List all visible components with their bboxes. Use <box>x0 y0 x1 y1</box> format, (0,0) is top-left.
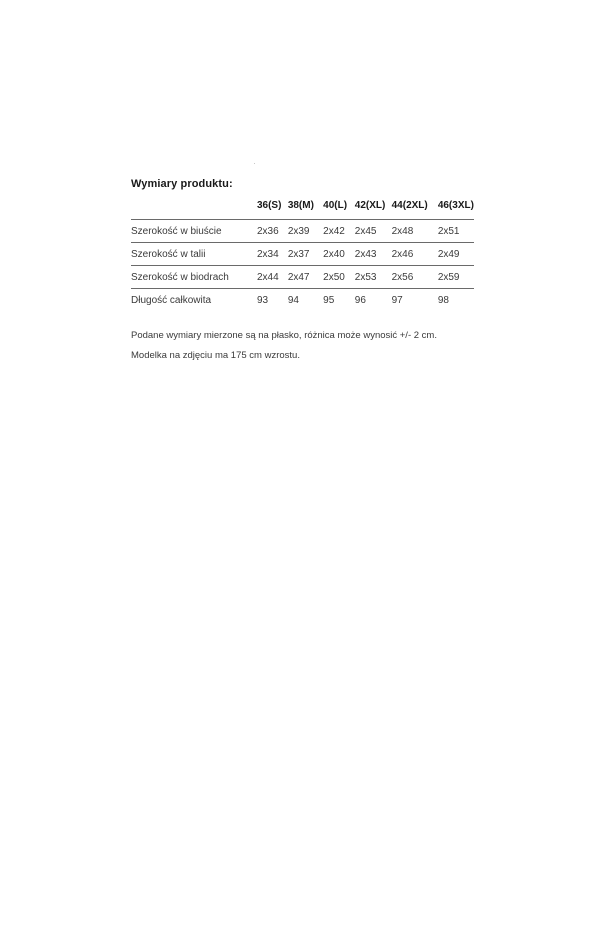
table-cell: 2x51 <box>438 220 474 243</box>
size-table <box>131 200 474 311</box>
header-size-42xl: 42(XL) <box>354 200 386 211</box>
table-cell: 98 <box>437 295 449 306</box>
table-cell: 2x45 <box>355 220 392 243</box>
header-size-44-2xl: 44(2XL) <box>391 200 428 211</box>
table-row-hips <box>131 266 474 289</box>
table-cell: 2x43 <box>355 243 392 266</box>
table-cell: 2x46 <box>392 243 438 266</box>
row-label: Szerokość w biodrach <box>131 266 257 289</box>
table-cell: 2x56 <box>392 266 438 289</box>
table-cell: 93 <box>256 295 269 306</box>
table-cell: 2x49 <box>438 243 474 266</box>
table-cell: 2x47 <box>288 266 323 289</box>
table-cell: 2x39 <box>288 220 323 243</box>
table-cell: 2x44 <box>257 266 288 289</box>
header-size-36s: 36(S) <box>256 200 282 211</box>
scan-speck <box>254 163 255 164</box>
table-cell: 2x59 <box>438 266 474 289</box>
header-size-40l: 40(L) <box>323 200 348 211</box>
row-label: Długość całkowita <box>131 295 212 306</box>
table-cell: 2x42 <box>323 220 355 243</box>
table-cell: 2x36 <box>257 220 288 243</box>
section-title: Wymiary produktu: <box>131 178 233 190</box>
row-label: Szerokość w biuście <box>131 220 257 243</box>
row-label: Szerokość w talii <box>131 243 257 266</box>
table-cell: 2x48 <box>392 220 438 243</box>
table-cell: 2x34 <box>257 243 288 266</box>
table-cell: 95 <box>323 295 335 306</box>
table-cell: 2x37 <box>288 243 323 266</box>
table-cell: 2x40 <box>323 243 355 266</box>
table-cell: 2x53 <box>355 266 392 289</box>
model-height-note: Modelka na zdjęciu ma 175 cm wzrostu. <box>131 350 300 361</box>
header-size-46-3xl: 46(3XL) <box>437 200 474 211</box>
table-row-bust <box>131 220 474 243</box>
table-row-length <box>131 289 474 312</box>
table-row-waist <box>131 243 474 266</box>
header-size-38m: 38(M) <box>287 200 314 211</box>
table-cell: 2x50 <box>323 266 355 289</box>
table-cell: 96 <box>354 295 366 306</box>
product-dimensions-section <box>131 178 476 362</box>
header-label-cell <box>131 200 257 220</box>
table-cell: 94 <box>287 295 299 306</box>
table-cell: 97 <box>391 295 403 306</box>
size-table-header-row <box>131 200 474 220</box>
measurement-note: Podane wymiary mierzone są na płasko, różnica może wynosić +/- 2 cm. <box>131 330 437 341</box>
